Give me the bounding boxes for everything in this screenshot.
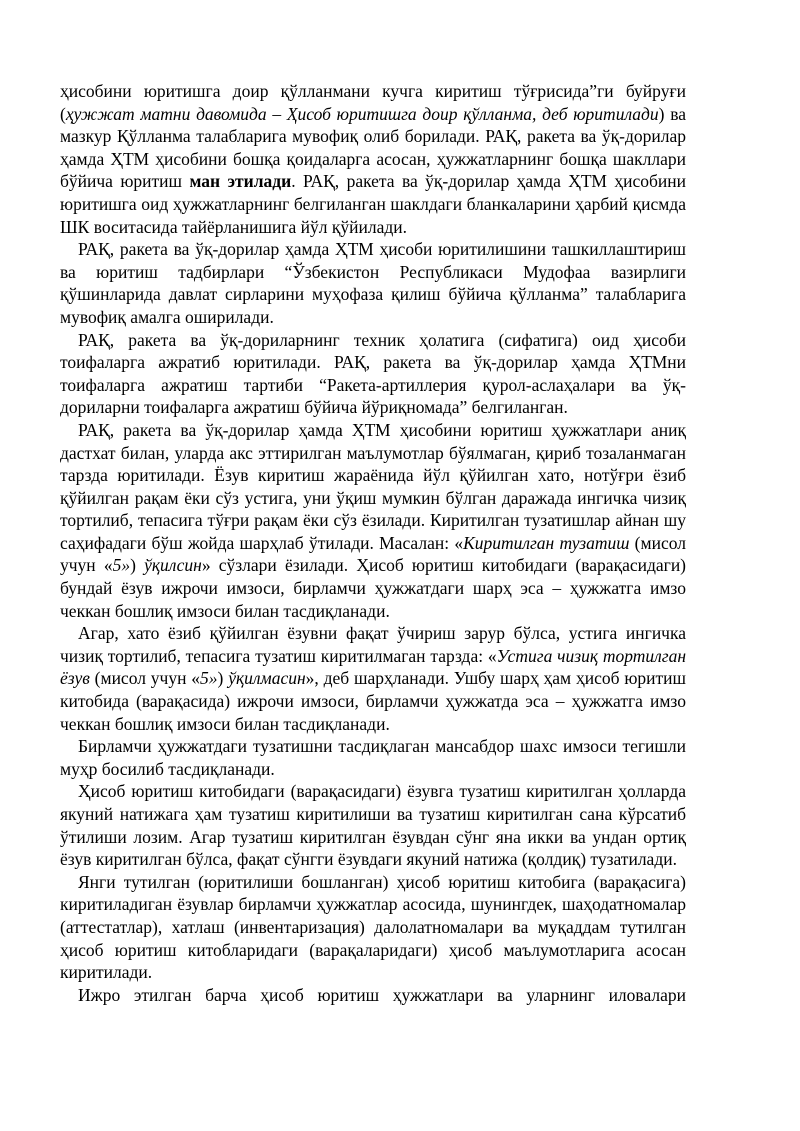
- text-run: (мисол учун «: [89, 668, 201, 689]
- text-run: Устига чизиқ тортилган ёзув: [60, 645, 686, 689]
- paragraph-9-continued: [60, 984, 686, 1007]
- text-run: (мисол учун «: [60, 532, 686, 576]
- text-run: ): [217, 668, 229, 689]
- text-run: Ҳисоб юритиш китобидаги (варақасидаги) ёзувга тузатиш киритилган ҳолларда якуний натижага ҳам тузатиш киритилиши ва тузатиш киритилган сана кўрсатиб ўтилиши лозим. Агар тузатиш киритилган ёзувдан сўнг яна икки ва ундан ортиқ ёзув киритилган бўлса, фақат сўнгги ёзувдаги якуний натижа (қолдиқ) тузатилади.: [60, 781, 686, 870]
- text-run: ман этилади: [189, 171, 292, 192]
- text-run: Бирламчи ҳужжатдаги тузатишни тасдиқлаган мансабдор шахс имзоси тегишли муҳр босилиб тасдиқланади.: [60, 736, 686, 779]
- text-run: Янги тутилган (юритилиши бошланган) ҳисоб юритиш китобига (варақасига) киритиладиган ёзувлар бирламчи ҳужжатлар асосида, шунингдек, шаҳодатномалар (аттестатлар), хатлаш (инвентаризация) далолатномалари ва муқаддам тутилган ҳисоб юритиш китобларидаги (варақаларидаги) ҳисоб маълумотларига асосан киритилади.: [60, 871, 686, 983]
- paragraph-7: [60, 780, 686, 870]
- paragraph-6: [60, 735, 686, 780]
- text-run: Киритилган тузатиш: [463, 532, 630, 553]
- text-run: . РАҚ, ракета ва ўқ-дорилар ҳамда ҲТМ ҳисобини юритишга оид ҳужжатларнинг белгиланган шаклдаги бланкаларини ҳарбий қисмда ШК воситасида тайёрланишига йўл қўйилади.: [60, 171, 686, 237]
- text-run: Ижро этилган барча ҳисоб юритиш ҳужжатлари ва уларнинг иловалари: [78, 984, 686, 1005]
- paragraph-5: [60, 622, 686, 735]
- text-run: ): [130, 555, 145, 576]
- paragraph-8: [60, 871, 686, 984]
- text-run: 5»: [200, 668, 218, 689]
- paragraph-3: [60, 329, 686, 419]
- text-run: ҳужжат матни давомида – Ҳисоб юритишга доир қўлланма, деб юритилади: [65, 103, 659, 124]
- paragraph-1: [60, 80, 686, 238]
- text-run: РАҚ, ракета ва ўқ-дорилар ҳамда ҲТМ ҳисоби юритилишини ташкиллаштириш ва юритиш тадбирлари “Ўзбекистон Республикаси Мудофаа вазирлиги қўшинларида давлат сирларини муҳофаза қилиш бўйича қўлланма” талабларига мувофиқ амалга оширилади.: [60, 239, 686, 327]
- text-run: РАҚ, ракета ва ўқ-дориларнинг техник ҳолатига (сифатига) оид ҳисоби тоифаларга ажратиб юритилади. РАҚ, ракета ва ўқ-дорилар ҳамда ҲТМни тоифаларга ажратиш тартиби “Ракета-артиллерия қурол-аслаҳалари ва ўқ-дориларни тоифаларга ажратиш бўйича йўриқномада” белгиланган.: [60, 329, 686, 418]
- paragraph-2: [60, 238, 686, 328]
- text-run: », деб шарҳланади. Ушбу шарҳ ҳам ҳисоб юритиш китобида (варақасида) ижрочи имзоси, бирламчи ҳужжатда эса – ҳужжатга имзо чеккан бошлиқ имзоси билан тасдиқланади.: [60, 668, 686, 734]
- text-run: РАҚ, ракета ва ўқ-дорилар ҳамда ҲТМ ҳисобини юритиш ҳужжатлари аниқ дастхат билан, уларда акс эттирилган маълумотлар бўялмаган, қириб тозаланмаган тарзда юритилади. Ёзув киритиш жараёнида йўл қўйилган хато, нотўғри ёзиб қўйилган рақам ёки сўз устига, уни ўқиш мумкин бўлган даражада ингичка чизиқ тортилиб, тепасига тўғри рақам ёки сўз ёзилади. Киритилган тузатишлар айнан шу саҳифадаги бўш жойда шарҳлаб ўтилади. Масалан: «: [60, 419, 686, 553]
- text-run: ) ва мазкур Қўлланма талабларига мувофиқ олиб борилади. РАҚ, ракета ва ўқ-дорилар ҳамда ҲТМ ҳисобини бошқа қоидаларга асосан, ҳужжатларнинг бошқа шакллари бўйича юритиш: [60, 103, 686, 192]
- text-run: ўқилмасин: [228, 668, 306, 689]
- text-run: 5»: [112, 555, 131, 576]
- document-page: [60, 80, 686, 1006]
- paragraph-4: [60, 419, 686, 622]
- text-run: ҳисобини юритишга доир қўлланмани кучга киритиш тўғрисида”ги буйруғи (: [60, 81, 686, 124]
- text-run: » сўзлари ёзилади. Ҳисоб юритиш китобидаги (варақасидаги) бундай ёзув ижрочи имзоси, бирламчи ҳужжатдаги шарҳ эса – ҳужжатга имзо чеккан бошлиқ имзоси билан тасдиқланади.: [60, 555, 687, 621]
- text-run: Агар, хато ёзиб қўйилган ёзувни фақат ўчириш зарур бўлса, устига ингичка чизиқ тортилиб, тепасига тузатиш киритилмаган тарзда: «: [60, 623, 686, 666]
- text-run: ўқилсин: [144, 555, 202, 576]
